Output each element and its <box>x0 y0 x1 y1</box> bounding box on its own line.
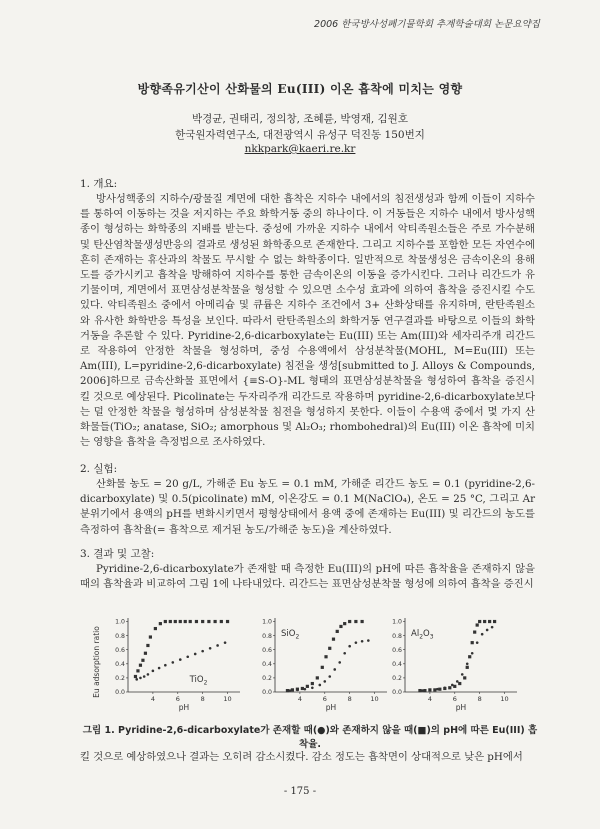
data-point-square <box>184 620 187 623</box>
paper-title: 방향족유기산이 산화물의 Eu(III) 이온 흡착에 미치는 영향 <box>137 82 463 96</box>
data-point-circle <box>436 688 439 691</box>
section-heading-overview: 1. 개요: <box>80 178 118 190</box>
data-point-square <box>448 686 451 689</box>
section-heading-results: 3. 결과 및 고찰: <box>80 548 155 560</box>
data-point-circle <box>216 644 219 647</box>
data-point-square <box>332 638 335 641</box>
data-point-square <box>453 685 456 688</box>
data-point-square <box>458 682 461 685</box>
y-tick-label: 0.6 <box>115 646 125 654</box>
panel-label: SiO$_2$ <box>281 629 300 641</box>
author-list: 박경균, 권태리, 정의창, 조혜륜, 박영재, 김원호 <box>192 113 408 125</box>
data-point-square <box>343 622 346 625</box>
data-point-circle <box>179 658 182 661</box>
x-tick-label: 6 <box>322 695 327 703</box>
data-point-square <box>336 630 339 633</box>
data-point-circle <box>361 640 364 643</box>
section-body-overview <box>80 192 535 450</box>
y-tick-label: 0.4 <box>262 661 272 669</box>
data-point-circle <box>429 689 432 692</box>
x-tick-label: 4 <box>427 695 432 703</box>
y-tick-label: 1.0 <box>115 618 125 626</box>
y-tick-label: 0.0 <box>115 689 125 697</box>
data-point-square <box>468 655 471 658</box>
data-point-circle <box>323 680 326 683</box>
x-axis-label: pH <box>455 703 467 712</box>
section-heading-experiment: 2. 실험: <box>80 463 118 475</box>
overview-text: 방사성핵종의 지하수/광물질 계면에 대한 흡착은 지하수 내에서의 침전생성과 함께 이들이 지하수를 통하여 이동하는 것을 저지하는 주요 화학거동 중의 하나이다. 이 거동들은 지하수 내에서 방사성핵종이 형성하는 화학종의 지배를 받는다. 중성에 가까운 지하수 내에서 악티족원소들은 주로 가수분해 및 탄산염착물생성반응의 결과로 생성된 화학종으로 존재한다. 그리고 지하수를 포함한 모든 자연수에 흔히 존재하는 휴산과의 착물도 무시할 수 없는 화학종이다. 일반적으로 착물생성은 금속이온의 용해도를 증가시키고 흡착을 방해하여 지하수를 통한 금속이온의 이동을 증가시킨다. 그러나 리간드가 유기물이며, 계면에서 표면삼성분착물을 형성할 수 있으면 소수성 효과에 의하여 흡착을 증진시킬 수도 있다. 악티족원소 중에서 아메리슘 및 큐륨은 지하수 조건에서 3+ 산화상태를 유지하며, 란탄족원소와 유사한 화학반응 특성을 보인다. 따라서 란탄족원소의 화학거동 연구결과를 바탕으로 이들의 화학거동을 추론할 수 있다. Pyridine-2,6-dicarboxylate는 Eu(III) 또는 Am(III)와 세자리주개 리간드로 작용하여 안정한 착물을 형성하며, 중성 수용액에서 삼성분착물(MOHL, M=Eu(III) 또는 Am(III), L=pyridine-2,6-dicarboxylate) 침전을 생성[submitted to J. Alloys & Compounds, 2006]하므로 금속산화물 표면에서 {≡S-O}-ML 형태의 표면삼성분착물을 형성하여 흡착을 증진시킬 것으로 예상된다. Picolinate는 두자리주개 리간드로 작용하며 pyridine-2,6-dicarboxylate보다는 덜 안정한 착물을 형성하며 삼성분착물 침전을 형성하지 못한다. 이들이 수용액 중에서 몇 가지 산화물들(TiO₂; anatase, SiO₂; amorphous 및 Al₂O₃; rhombohedral)의 Eu(III) 이온 흡착에 미치는 영향을 흡착을 측정법으로 조사하였다. <box>80 193 535 449</box>
y-tick-label: 0.2 <box>115 675 125 683</box>
data-point-circle <box>461 673 464 676</box>
data-point-square <box>483 620 486 623</box>
data-point-square <box>466 666 469 669</box>
x-tick-label: 10 <box>223 695 232 703</box>
data-point-circle <box>164 664 167 667</box>
y-tick-label: 0.0 <box>262 689 272 697</box>
y-tick-label: 0.8 <box>392 632 402 640</box>
data-point-circle <box>348 645 351 648</box>
data-point-square <box>473 630 476 633</box>
x-tick-label: 4 <box>150 695 155 703</box>
data-point-circle <box>152 670 155 673</box>
data-point-square <box>463 676 466 679</box>
data-point-square <box>144 652 147 655</box>
x-axis-label: pH <box>325 703 337 712</box>
data-point-square <box>195 620 198 623</box>
y-tick-label: 0.0 <box>392 689 402 697</box>
data-point-square <box>174 620 177 623</box>
y-tick-label: 0.8 <box>262 632 272 640</box>
data-point-circle <box>476 641 479 644</box>
data-point-square <box>354 620 357 623</box>
y-tick-label: 1.0 <box>262 618 272 626</box>
data-point-square <box>136 669 139 672</box>
y-tick-label: 0.6 <box>392 646 402 654</box>
data-point-circle <box>201 650 204 653</box>
data-point-circle <box>355 641 358 644</box>
data-point-circle <box>421 689 424 692</box>
data-point-square <box>201 620 204 623</box>
y-tick-label: 0.6 <box>262 646 272 654</box>
section-body-experiment <box>80 477 535 538</box>
data-point-square <box>207 620 210 623</box>
x-tick-label: 8 <box>347 695 352 703</box>
data-point-square <box>291 688 294 691</box>
page-number: - 175 - <box>283 786 317 797</box>
x-tick-label: 6 <box>175 695 180 703</box>
x-tick-label: 6 <box>452 695 457 703</box>
section-body-results <box>80 562 535 592</box>
data-point-square <box>471 641 474 644</box>
data-point-circle <box>486 629 489 632</box>
affiliation: 한국원자력연구소, 대전광역시 유성구 덕진동 150번지 <box>175 129 425 141</box>
data-point-circle <box>338 661 341 664</box>
data-point-square <box>169 620 172 623</box>
figure-caption: 그림 1. Pyridine-2,6-dicarboxylate가 존재할 때(●)와 존재하지 않을 때(■)의 pH에 따른 Eu(III) 흡착율. <box>82 725 538 750</box>
adsorption-figure <box>90 610 530 715</box>
data-point-square <box>348 620 351 623</box>
data-point-circle <box>456 680 459 683</box>
data-point-circle <box>451 684 454 687</box>
data-point-square <box>220 620 223 623</box>
data-point-square <box>159 622 162 625</box>
data-point-circle <box>139 677 142 680</box>
data-point-square <box>146 644 149 647</box>
x-axis-label: pH <box>178 703 190 712</box>
data-point-square <box>179 620 182 623</box>
x-tick-label: 10 <box>370 695 379 703</box>
data-point-square <box>286 689 289 692</box>
y-tick-label: 0.4 <box>115 661 125 669</box>
x-tick-label: 10 <box>500 695 509 703</box>
y-tick-label: 0.4 <box>392 661 402 669</box>
data-point-circle <box>158 667 161 670</box>
x-tick-label: 8 <box>477 695 482 703</box>
data-point-circle <box>289 689 292 692</box>
data-point-circle <box>135 678 138 681</box>
data-point-square <box>154 627 157 630</box>
data-point-square <box>418 689 421 692</box>
data-point-circle <box>186 655 189 658</box>
data-point-circle <box>333 668 336 671</box>
data-point-circle <box>328 675 331 678</box>
x-tick-label: 8 <box>200 695 205 703</box>
email-link[interactable]: nkkpark@kaeri.re.kr <box>244 143 356 155</box>
y-tick-label: 1.0 <box>392 618 402 626</box>
results-text: Pyridine-2,6-dicarboxylate가 존재할 때 측정한 Eu(III)의 pH에 따른 흡착율을 존재하지 않을 때의 흡착율과 비교하여 그림 1에 나타내었다. 리간드는 표면삼성분착물 형성에 의하여 흡착을 증진시 <box>80 563 535 591</box>
panel-label: $Al_2O_3$ <box>411 629 434 641</box>
data-point-circle <box>147 673 150 676</box>
data-point-square <box>316 676 319 679</box>
data-point-square <box>214 620 217 623</box>
data-point-square <box>493 620 496 623</box>
data-point-square <box>339 625 342 628</box>
data-point-square <box>189 620 192 623</box>
continuation-text: 킬 것으로 예상하였으나 결과는 오히려 감소시켰다. 감소 정도는 흡착면이 상대적으로 낮은 pH에서 <box>80 751 523 763</box>
data-point-square <box>149 635 152 638</box>
y-axis-label: Eu adsorption ratio <box>92 626 101 698</box>
data-point-square <box>301 687 304 690</box>
data-point-square <box>328 647 331 650</box>
data-point-circle <box>172 661 175 664</box>
conference-header: 2006 한국방사성폐기물학회 추계학술대회 논문요약집 <box>314 19 540 30</box>
data-point-circle <box>367 639 370 642</box>
data-point-circle <box>143 675 146 678</box>
data-point-square <box>164 620 167 623</box>
data-point-square <box>321 666 324 669</box>
data-point-square <box>311 682 314 685</box>
data-point-square <box>306 685 309 688</box>
data-point-circle <box>491 626 494 629</box>
experiment-text: 산화물 농도 = 20 g/L, 가해준 Eu 농도 = 0.1 mM, 가해준 리간드 농도 = 0.1 (pyridine-2,6-dicarboxylate) 및 0.5(picolinate) mM, 이온강도 = 0.1 M(NaClO₄), 온도 = 25 °C, 그리고 Ar 분위기에서 용액의 pH를 변화시키면서 평형상태에서 용액 중에 존재하는 Eu(III) 및 리간드의 농도를 측정하여 흡착율(= 흡착으로 제거된 농도/가해준 농도)을 계산하였다. <box>80 478 535 536</box>
data-point-square <box>488 620 491 623</box>
data-point-square <box>423 689 426 692</box>
panel-label: TiO$_2$ <box>189 675 208 687</box>
data-point-square <box>226 620 229 623</box>
data-point-square <box>324 655 327 658</box>
data-point-square <box>478 620 481 623</box>
data-point-square <box>139 664 142 667</box>
y-tick-label: 0.2 <box>392 675 402 683</box>
data-point-circle <box>194 653 197 656</box>
data-point-circle <box>343 652 346 655</box>
data-point-circle <box>466 663 469 666</box>
data-point-square <box>141 659 144 662</box>
data-point-square <box>433 688 436 691</box>
data-point-circle <box>311 686 314 689</box>
data-point-square <box>361 620 364 623</box>
data-point-circle <box>296 689 299 692</box>
data-point-circle <box>444 686 447 689</box>
data-point-circle <box>481 633 484 636</box>
data-point-square <box>438 688 441 691</box>
data-point-circle <box>209 647 212 650</box>
data-point-square <box>134 675 137 678</box>
y-tick-label: 0.2 <box>262 675 272 683</box>
data-point-circle <box>304 688 307 691</box>
data-point-square <box>476 623 479 626</box>
y-tick-label: 0.8 <box>115 632 125 640</box>
data-point-circle <box>319 684 322 687</box>
data-point-circle <box>224 641 227 644</box>
x-tick-label: 4 <box>297 695 302 703</box>
data-point-circle <box>471 652 474 655</box>
